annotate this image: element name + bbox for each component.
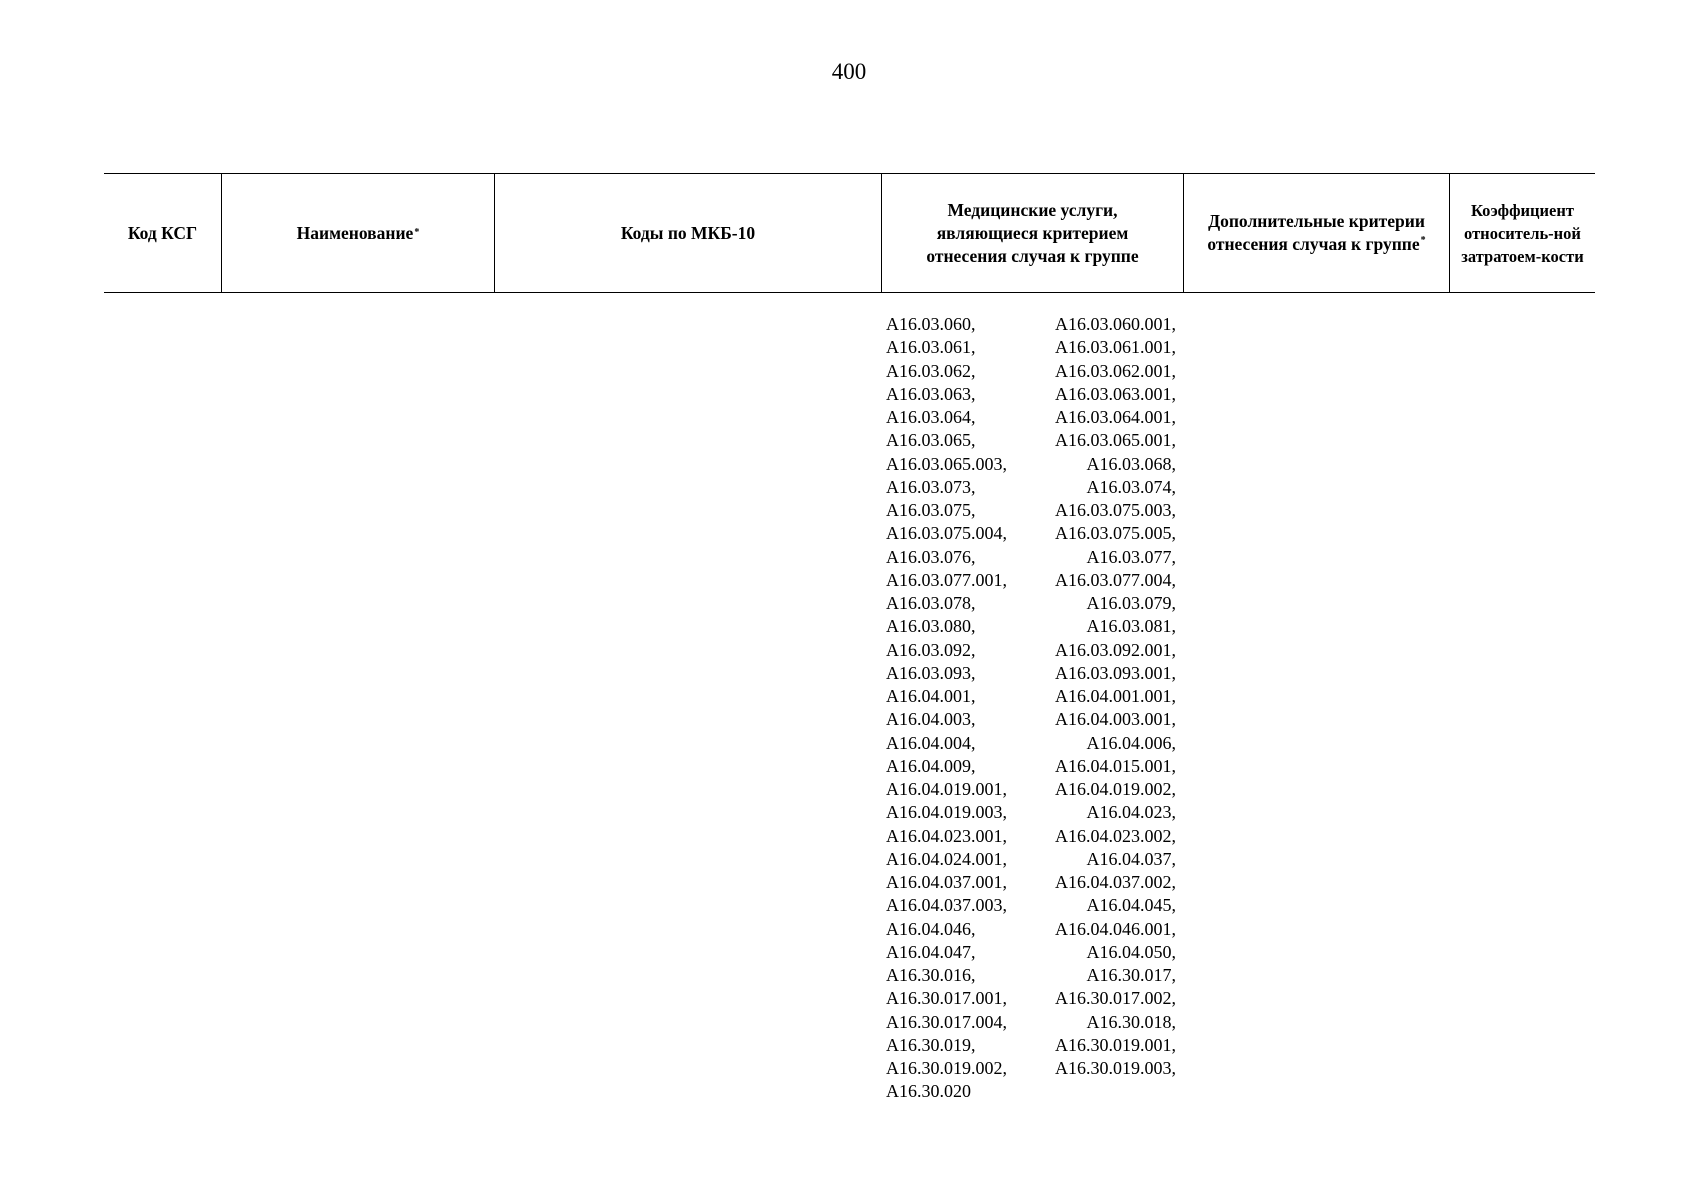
service-code-right: A16.03.062.001,: [1055, 360, 1176, 381]
service-code-left: A16.03.076,: [886, 546, 976, 567]
service-code-row: [886, 360, 1176, 383]
service-code-right: A16.03.061.001,: [1055, 337, 1176, 358]
header-relative-cost-coefficient-label: Коэффициент относитель-ной затратоем-кости: [1461, 200, 1584, 266]
service-code-right: A16.04.046.001,: [1055, 918, 1176, 939]
service-code-left: A16.30.017.004,: [886, 1011, 1007, 1032]
service-code-right: A16.04.019.002,: [1055, 779, 1176, 799]
service-code-row: [886, 592, 1176, 615]
service-code-left: A16.04.037.001,: [886, 872, 1007, 892]
service-code-row: [886, 546, 1176, 569]
table-header: [104, 173, 1595, 293]
service-code-left: A16.03.062,: [886, 360, 976, 381]
service-code-right: A16.04.023,: [1086, 802, 1176, 823]
service-code-right: A16.04.045,: [1086, 895, 1176, 916]
header-additional-criteria-footnote-mark: *: [1420, 235, 1426, 247]
service-code-right: A16.03.077,: [1086, 546, 1176, 567]
service-code-left: A16.04.046,: [886, 918, 976, 939]
header-ksg-code-label: Код КСГ: [127, 222, 198, 243]
service-code-right: A16.30.019.003,: [1055, 1058, 1176, 1078]
service-code-row: [886, 755, 1176, 778]
header-relative-cost-coefficient: [1449, 174, 1595, 292]
service-code-row: [886, 1080, 1176, 1103]
service-code-right: A16.03.081,: [1086, 616, 1176, 637]
service-code-right: A16.03.077.004,: [1055, 569, 1176, 590]
service-code-left: A16.30.019,: [886, 1034, 976, 1055]
service-code-right: A16.03.093.001,: [1055, 662, 1176, 683]
header-icd10-codes: [494, 174, 881, 292]
service-code-left: A16.03.060,: [886, 314, 976, 334]
service-code-right: A16.04.023.002,: [1055, 825, 1176, 846]
service-code-row: [886, 313, 1176, 336]
service-code-left: A16.03.077.001,: [886, 569, 1007, 590]
service-code-right: A16.03.068,: [1086, 453, 1176, 474]
service-code-left: A16.03.064,: [886, 407, 976, 427]
service-code-left: A16.04.001,: [886, 686, 976, 706]
service-code-right: A16.04.001.001,: [1055, 686, 1176, 706]
service-code-left: A16.03.073,: [886, 476, 976, 497]
service-code-left: A16.03.065.003,: [886, 453, 1007, 474]
service-code-row: [886, 1057, 1176, 1080]
service-code-row: [886, 406, 1176, 429]
service-code-left: A16.04.037.003,: [886, 895, 1007, 916]
service-code-row: [886, 825, 1176, 848]
service-code-left: A16.03.075.004,: [886, 523, 1007, 544]
header-name-label: Наименование: [296, 222, 414, 243]
header-ksg-code: [104, 174, 221, 292]
service-code-right: A16.04.006,: [1086, 732, 1176, 753]
service-code-left: A16.04.024.001,: [886, 848, 1007, 869]
service-code-left: A16.03.078,: [886, 593, 976, 613]
service-code-row: [886, 732, 1176, 755]
service-code-row: [886, 685, 1176, 708]
service-code-right: A16.30.017.002,: [1055, 988, 1176, 1009]
medical-service-codes-list: [886, 313, 1176, 1104]
service-code-left: A16.03.075,: [886, 500, 976, 520]
service-code-right: A16.30.019.001,: [1055, 1034, 1176, 1055]
header-additional-criteria: [1183, 174, 1449, 292]
service-code-right: A16.04.037,: [1086, 848, 1176, 869]
service-code-right: A16.04.003.001,: [1055, 709, 1176, 730]
service-code-right: A16.30.017,: [1086, 965, 1176, 985]
service-code-row: [886, 894, 1176, 917]
page-number: 400: [831, 59, 867, 84]
service-code-right: A16.30.018,: [1086, 1011, 1176, 1032]
service-code-row: [886, 522, 1176, 545]
service-code-left: A16.03.080,: [886, 616, 976, 637]
service-code-row: [886, 848, 1176, 871]
header-additional-criteria-text: Дополнительные критерии отнесения случая к группе: [1207, 211, 1425, 254]
service-code-row: [886, 662, 1176, 685]
service-code-right: A16.03.075.005,: [1055, 523, 1176, 544]
header-medical-services: [881, 174, 1183, 292]
service-code-row: [886, 569, 1176, 592]
service-code-row: [886, 383, 1176, 406]
header-name: Наименование *: [221, 174, 494, 292]
header-icd10-codes-label: Коды по МКБ-10: [620, 222, 756, 243]
service-code-left: A16.30.017.001,: [886, 988, 1007, 1009]
service-code-left: A16.03.092,: [886, 639, 976, 660]
service-code-row: [886, 336, 1176, 359]
service-code-row: [886, 1034, 1176, 1057]
service-code-left: A16.30.020: [886, 1081, 971, 1102]
service-code-row: [886, 429, 1176, 452]
service-code-row: [886, 499, 1176, 522]
service-code-row: [886, 801, 1176, 824]
service-code-right: A16.03.092.001,: [1055, 639, 1176, 660]
service-code-right: A16.04.015.001,: [1055, 755, 1176, 776]
service-code-right: A16.03.074,: [1086, 476, 1176, 497]
service-code-left: A16.03.093,: [886, 662, 976, 683]
service-code-row: [886, 639, 1176, 662]
service-code-left: A16.04.003,: [886, 709, 976, 730]
service-code-row: [886, 708, 1176, 731]
service-code-right: A16.03.065.001,: [1055, 430, 1176, 451]
service-code-left: A16.03.063,: [886, 383, 976, 404]
service-code-left: A16.04.047,: [886, 941, 976, 962]
service-code-right: A16.03.060.001,: [1055, 314, 1176, 334]
service-code-left: A16.04.019.003,: [886, 802, 1007, 823]
header-medical-services-label: Медицинские услуги, являющиеся критерием отнесения случая к группе: [926, 199, 1139, 266]
service-code-row: [886, 987, 1176, 1010]
service-code-left: A16.30.016,: [886, 965, 976, 985]
service-code-row: [886, 964, 1176, 987]
service-code-row: [886, 453, 1176, 476]
service-code-right: A16.03.063.001,: [1055, 383, 1176, 404]
service-code-row: [886, 1011, 1176, 1034]
service-code-left: A16.04.004,: [886, 732, 976, 753]
service-code-left: A16.03.061,: [886, 337, 976, 358]
service-code-left: A16.04.019.001,: [886, 779, 1007, 799]
service-code-row: [886, 778, 1176, 801]
service-code-right: A16.03.075.003,: [1055, 500, 1176, 520]
header-additional-criteria-label: [1192, 210, 1442, 256]
service-code-right: A16.03.064.001,: [1055, 407, 1176, 427]
service-code-left: A16.04.009,: [886, 755, 976, 776]
service-code-row: [886, 615, 1176, 638]
service-code-row: [886, 941, 1176, 964]
service-code-right: A16.04.037.002,: [1055, 872, 1176, 892]
service-code-row: [886, 476, 1176, 499]
service-code-row: [886, 918, 1176, 941]
service-code-row: [886, 871, 1176, 894]
service-code-left: A16.03.065,: [886, 430, 976, 451]
service-code-left: A16.30.019.002,: [886, 1058, 1007, 1078]
service-code-right: A16.04.050,: [1086, 941, 1176, 962]
service-code-left: A16.04.023.001,: [886, 825, 1007, 846]
service-code-right: A16.03.079,: [1086, 593, 1176, 613]
